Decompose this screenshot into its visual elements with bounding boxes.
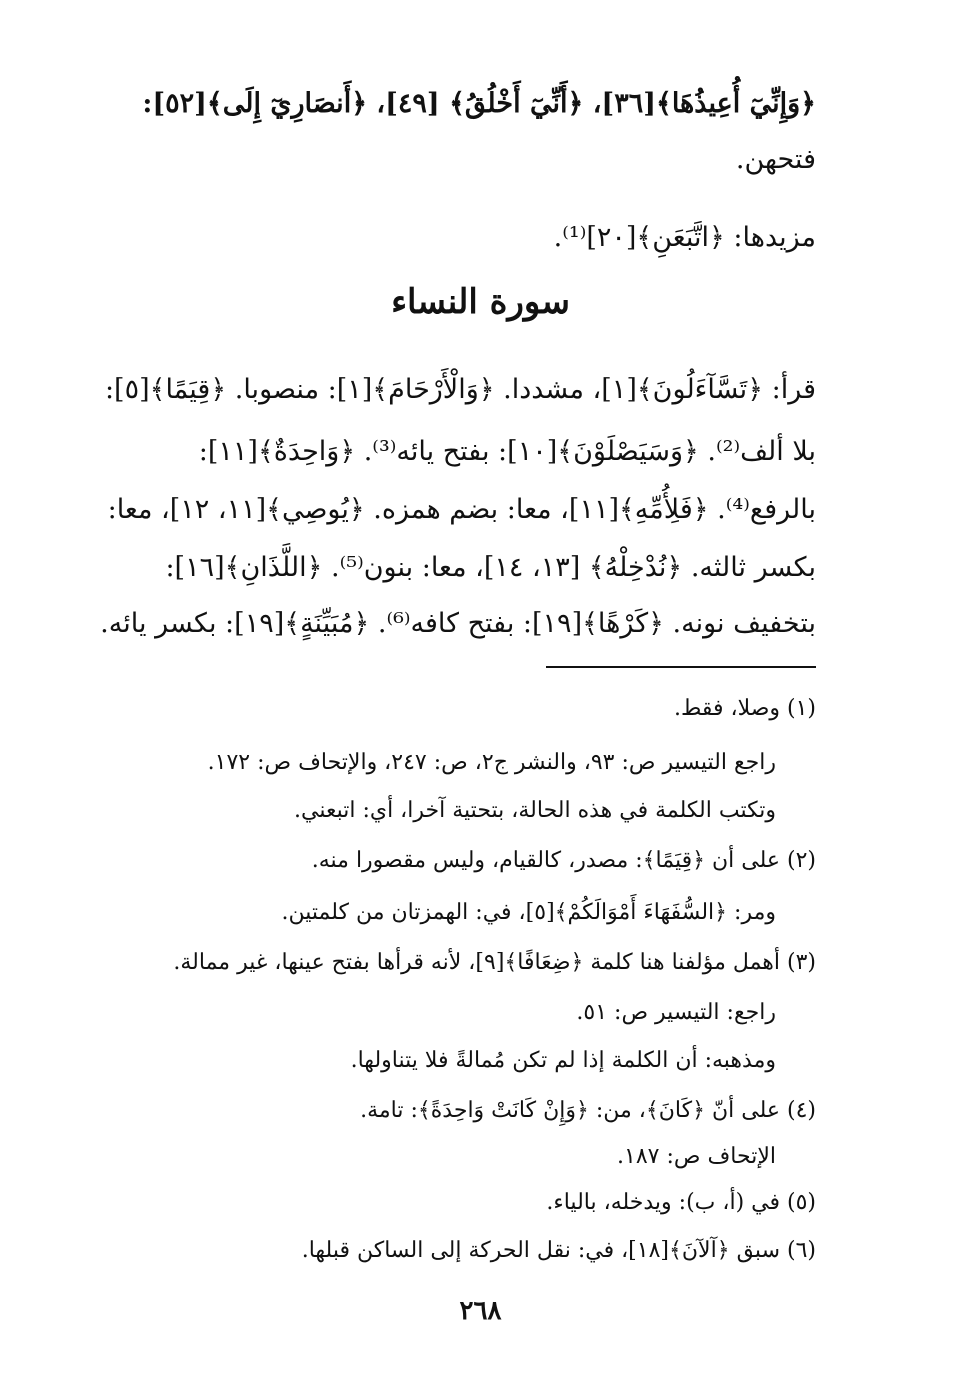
body-line: قرأ: ﴿تَسَّآءَلُونَ﴾[١]، مشددا. ﴿وَالْأَرْحَامَ﴾[١]: منصوبا. ﴿قِيَمًا﴾[٥]:: [104, 374, 816, 405]
page-number: ٢٦٨: [459, 1296, 502, 1326]
surah-title: سورة النساء: [391, 282, 570, 322]
footnote-line: (٢) على أن ﴿قِيَمًا﴾: مصدر، كالقيام، وليس مقصورا منه.: [311, 848, 816, 873]
footnote-line: راجع: التيسير ص: ٥١.: [576, 1000, 776, 1025]
footnote-line: ومر: ﴿السُّفَهَاءَ أَمْوَالَكُمْ﴾[٥]، في: الهمزتان من كلمتين.: [281, 900, 776, 925]
body-line: بالرفع⁽⁴⁾. ﴿فَلِأُمِّهِ﴾[١١]، معا: بضم همزه. ﴿يُوصِي﴾[١١، ١٢]، معا:: [107, 494, 816, 525]
footnote-line: (٤) على أنّ ﴿كَانَ﴾، من: ﴿وَإِنْ كَانَتْ وَاحِدَةً﴾: تامة.: [360, 1098, 816, 1123]
footnote-line: الإتحاف ص: ١٨٧.: [617, 1144, 776, 1169]
body-line: بلا ألف⁽²⁾. ﴿وَسَيَصْلَوْنَ﴾[١٠]: بفتح يائه⁽³⁾. ﴿وَاحِدَةٌ﴾[١١]:: [198, 436, 816, 467]
footnote-line: (٥) في (أ، ب): ويدخله، بالياء.: [546, 1190, 816, 1215]
footnote-line: (٣) أهمل مؤلفنا هنا كلمة ﴿ضِعَافًا﴾[٩]، لأنه قرأها بفتح عينها، غير ممالة.: [173, 950, 816, 975]
footnote-line: (١) وصلا، فقط.: [673, 696, 816, 721]
footnote-separator: [546, 666, 816, 668]
footnote-line: (٦) سبق ﴿آلآنَ﴾[١٨]، في: نقل الحركة إلى الساكن قبلها.: [301, 1238, 816, 1263]
footnote-line: ومذهبه: أن الكلمة إذا لم تكن مُمالةً فلا يتناولها.: [350, 1048, 776, 1073]
footnote-line: وتكتب الكلمة في هذه الحالة، بتحتية آخرا، أي: اتبعني.: [294, 798, 776, 823]
text-line: مزيدها: ﴿اتَّبَعَنِ﴾[٢٠]⁽¹⁾.: [553, 222, 816, 253]
text-line: ﴿وَإِنِّيٓ أُعِيذُهَا﴾[٣٦]، ﴿أَنِّيٓ أَخْلُقُ﴾ [٤٩]، ﴿أَنصَارِيٓ إِلَى﴾[٥٢]:: [142, 88, 816, 119]
body-line: بتخفيف نونه. ﴿كَرْهًا﴾[١٩]: بفتح كافه⁽⁶⁾. ﴿مُبَيِّنَةٍ﴾[١٩]: بكسر يائه.: [100, 608, 816, 639]
footnote-line: راجع التيسير ص: ٩٣، والنشر ج٢، ص: ٢٤٧، والإتحاف ص: ١٧٢.: [207, 750, 776, 775]
text-line: فتحهن.: [735, 144, 816, 175]
body-line: بكسر ثالثه. ﴿نُدْخِلْهُ﴾ [١٣، ١٤]، معا: بنون⁽⁵⁾. ﴿اللَّذَانِ﴾[١٦]:: [165, 552, 816, 583]
